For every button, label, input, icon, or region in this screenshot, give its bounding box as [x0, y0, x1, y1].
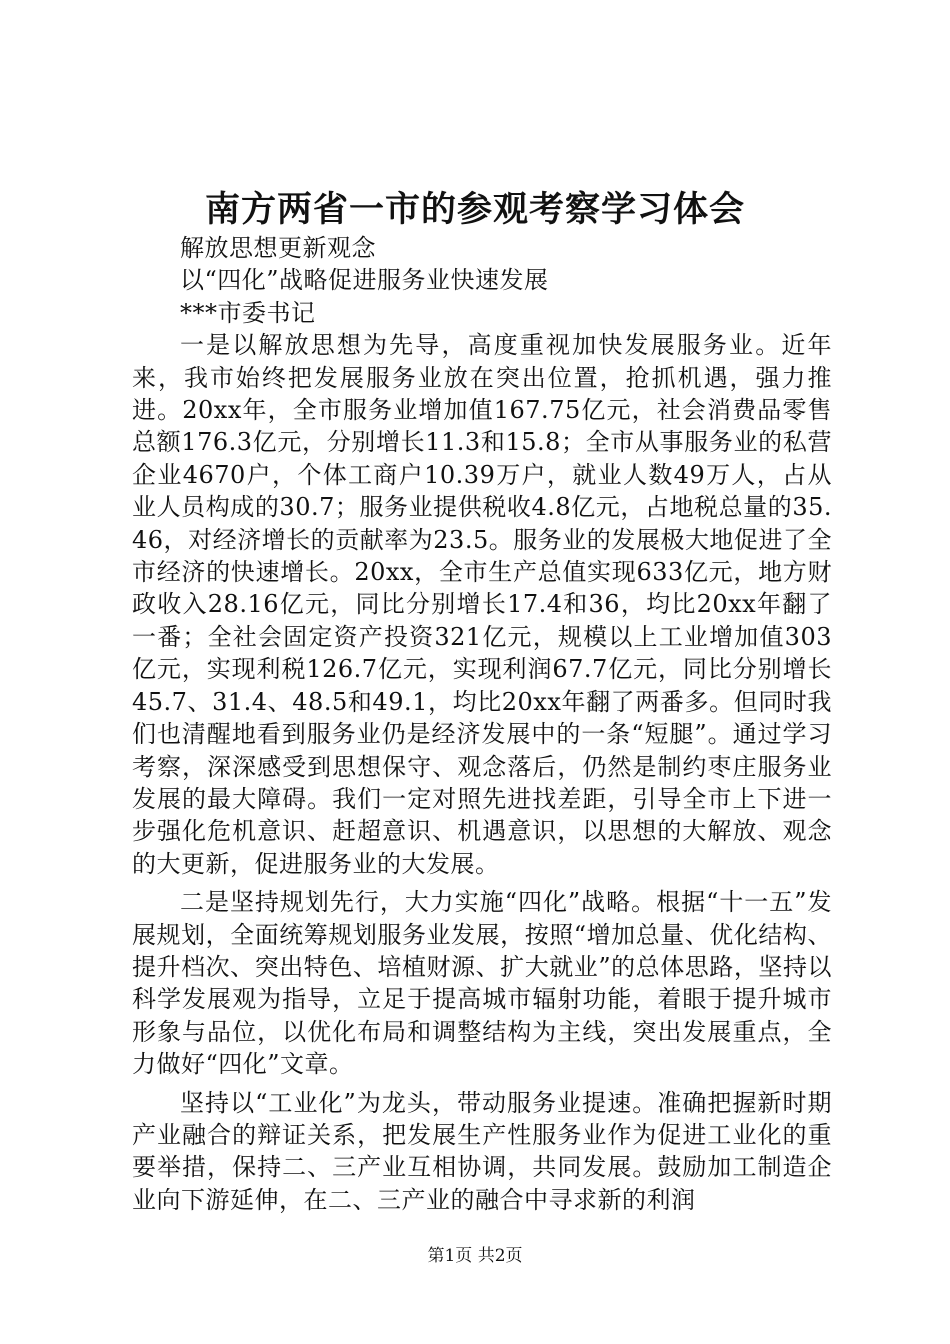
- document-title: 南方两省一市的参观考察学习体会: [204, 189, 745, 230]
- document-body: [132, 232, 832, 1216]
- body-paragraph: 二是坚持规划先行，大力实施“四化”战略。根据“十一五”发展规划，全面统筹规划服务业发展，按照“增加总量、优化结构、提升档次、突出特色、培植财源、扩大就业”的总体思路，坚持以科学发展观为指导，立足于提高城市辐射功能，着眼于提升城市形象与品位，以优化布局和调整结构为主线，突出发展重点，全力做好“四化”文章。: [132, 888, 832, 1079]
- subtitle-line: 解放思想更新观念: [180, 234, 376, 262]
- body-paragraph: 坚持以“工业化”为龙头，带动服务业提速。准确把握新时期产业融合的辩证关系，把发展生产性服务业作为促进工业化的重要举措，保持二、三产业互相协调，共同发展。鼓励加工制造企业向下游延伸，在二、三产业的融合中寻求新的利润: [132, 1088, 832, 1214]
- author-line: ***市委书记: [180, 298, 316, 327]
- body-paragraph: 一是以解放思想为先导，高度重视加快发展服务业。近年来，我市始终把发展服务业放在突出位置，抢抓机遇，强力推进。20xx年，全市服务业增加值167.75亿元，社会消费品零售总额176.3亿元，分别增长11.3和15.8；全市从事服务业的私营企业4670户，个体工商户10.39万户，就业人数49万人，占从业人员构成的30.7；服务业提供税收4.8亿元，占地税总量的35.46，对经济增长的贡献率为23.5。服务业的发展极大地促进了全市经济的快速增长。20xx，全市生产总值实现633亿元，地方财政收入28.16亿元，同比分别增长17.4和36，均比20xx年翻了一番；全社会固定资产投资321亿元，规模以上工业增加值303亿元，实现利税126.7亿元，实现利润67.7亿元，同比分别增长45.7、31.4、48.5和49.1，均比20xx年翻了两番多。但同时我们也清醒地看到服务业仍是经济发展中的一条“短腿”。通过学习考察，深深感受到思想保守、观念落后，仍然是制约枣庄服务业发展的最大障碍。我们一定对照先进找差距，引导全市上下进一步强化危机意识、赶超意识、机遇意识，以思想的大解放、观念的大更新，促进服务业的大发展。: [132, 331, 832, 878]
- subtitle-line: 以“四化”战略促进服务业快速发展: [180, 266, 549, 295]
- page-indicator: 第1页 共2页: [427, 1246, 523, 1266]
